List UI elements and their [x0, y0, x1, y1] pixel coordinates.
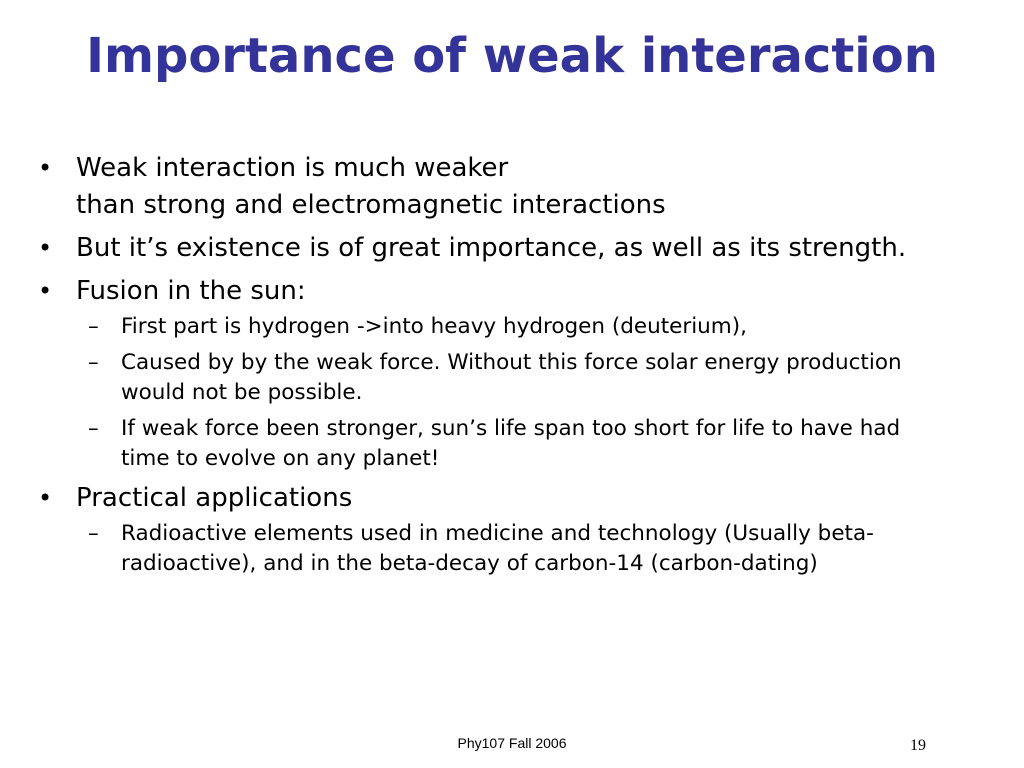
bullet-marker: •	[38, 234, 53, 262]
bullet-text: But it’s existence is of great importance, as well as its strength.	[76, 233, 907, 263]
bullet-list	[0, 150, 1024, 585]
sub-bullet-marker: –	[88, 416, 99, 441]
bullet-marker: •	[38, 484, 53, 512]
sub-bullet-list	[76, 312, 934, 474]
bullet-item-weak-interaction	[0, 150, 1024, 224]
bullet-item-practical-applications	[0, 480, 1024, 579]
sub-bullet-text: First part is hydrogen ->into heavy hydrogen (deuterium),	[121, 314, 747, 339]
sub-bullet-item	[76, 519, 934, 579]
bullet-item-fusion	[0, 273, 1024, 474]
sub-bullet-item	[76, 312, 934, 342]
bullet-text-line: Weak interaction is much weaker	[76, 153, 509, 183]
bullet-marker: •	[38, 277, 53, 305]
sub-bullet-text: If weak force been stronger, sun’s life span too short for life to have had time to evolve on any planet!	[121, 416, 901, 471]
bullet-text-line: than strong and electromagnetic interactions	[76, 190, 666, 220]
page-number: 19	[910, 737, 926, 754]
footer-course: Phy107 Fall 2006	[457, 735, 567, 751]
sub-bullet-text: Radioactive elements used in medicine and technology (Usually beta-radioactive), and in the beta-decay of carbon-14 (carbon-dating)	[121, 521, 874, 576]
sub-bullet-list	[76, 519, 934, 579]
bullet-item-existence	[0, 230, 1024, 267]
sub-bullet-marker: –	[88, 521, 99, 546]
sub-bullet-item	[76, 414, 934, 474]
sub-bullet-text: Caused by by the weak force. Without this force solar energy production would not be possible.	[121, 350, 902, 405]
sub-bullet-marker: –	[88, 314, 99, 339]
slide-title: Importance of weak interaction	[86, 28, 938, 84]
bullet-text: Fusion in the sun:	[76, 276, 306, 306]
bullet-text: Practical applications	[76, 483, 353, 513]
sub-bullet-marker: –	[88, 350, 99, 375]
bullet-marker: •	[38, 154, 53, 182]
sub-bullet-item	[76, 348, 934, 408]
